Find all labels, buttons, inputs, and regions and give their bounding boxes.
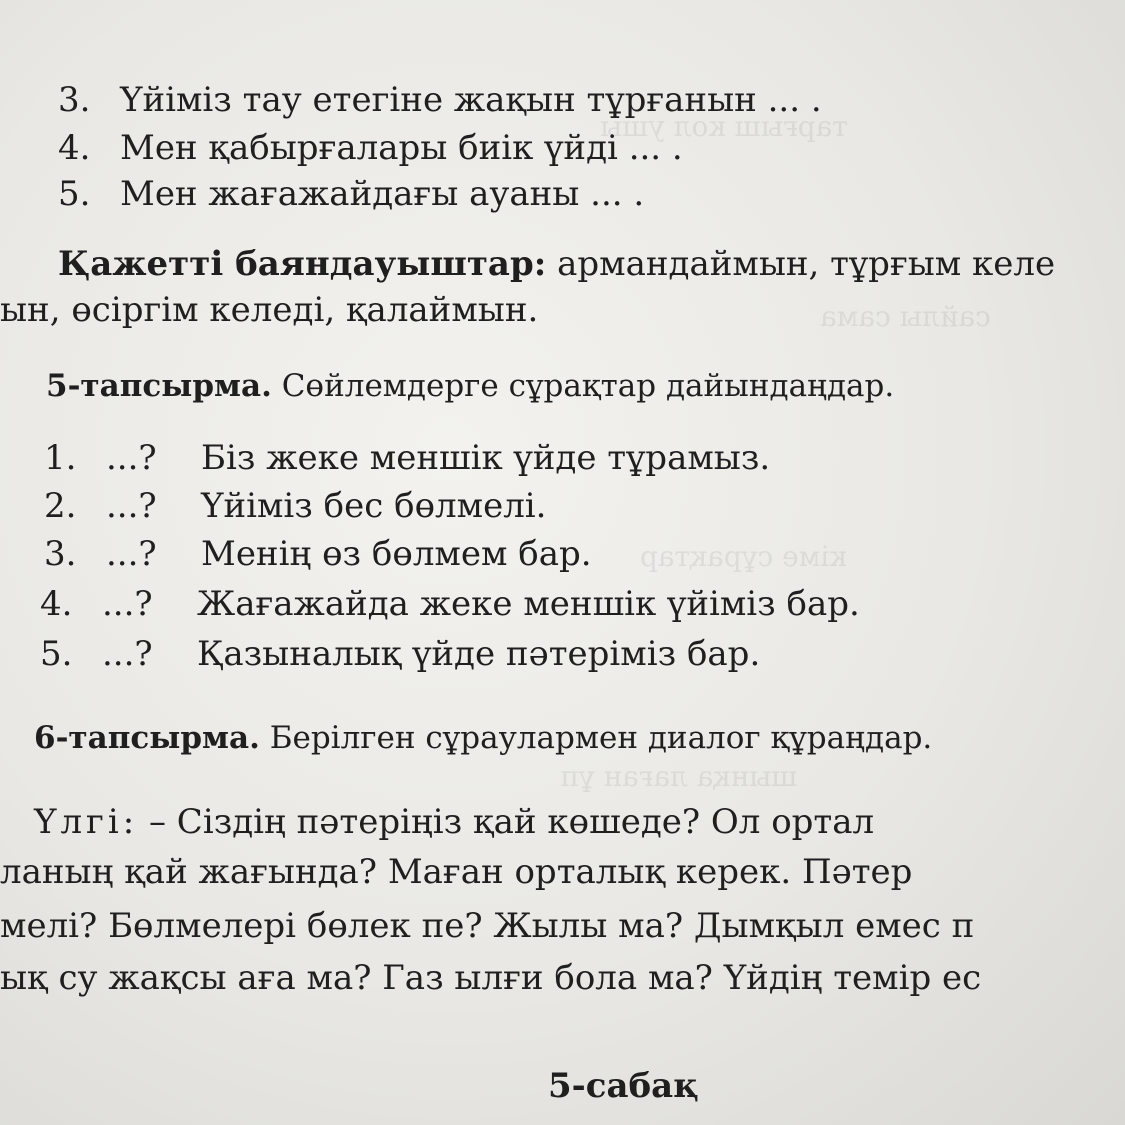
task5-item-number: 2. xyxy=(44,486,77,526)
task5-item xyxy=(44,486,546,526)
task5-label: 5-тапсырма. xyxy=(46,368,272,404)
task5-item-number: 3. xyxy=(44,534,77,574)
task5-item-blank: ...? xyxy=(102,584,153,624)
lesson-heading: 5-сабақ xyxy=(548,1066,699,1106)
sample-label: Үлгі: xyxy=(34,802,139,842)
list-item xyxy=(58,174,644,214)
task5-item-blank: ...? xyxy=(106,438,157,478)
task6-label: 6-тапсырма. xyxy=(34,720,260,756)
task5-item xyxy=(44,534,592,574)
sample-line xyxy=(0,958,981,998)
list-item xyxy=(58,128,683,168)
sample-line xyxy=(0,852,912,892)
sample-text: ық су жақсы аға ма? Газ ылғи бола ма? Үйдің темір ес xyxy=(0,958,982,998)
show-through-text: сайлы сама xyxy=(820,300,991,333)
sample-text: мелі? Бөлмелері бөлек пе? Жылы ма? Дымқыл емес п xyxy=(0,906,975,946)
task5-item-number: 5. xyxy=(40,634,73,674)
list-item-text: Үйіміз тау етегіне жақын тұрғанын ... . xyxy=(120,80,822,120)
task5-item-blank: ...? xyxy=(106,534,157,574)
list-item-text: Мен жағажайдағы ауаны ... . xyxy=(120,174,645,214)
sample-line xyxy=(0,906,974,946)
task5-item-text: Үйіміз бес бөлмелі. xyxy=(201,486,547,526)
task5-item-text: Менің өз бөлмем бар. xyxy=(201,534,592,574)
task5-item xyxy=(44,438,770,478)
task5-item-text: Жағажайда жеке меншік үйіміз бар. xyxy=(197,584,860,624)
show-through-text: тарғыш кол ушы xyxy=(600,110,848,143)
predicates-line xyxy=(58,244,1055,284)
sample-line xyxy=(34,802,874,842)
show-through-text: кіме сұрақтар xyxy=(640,540,847,573)
task5-item-blank: ...? xyxy=(106,486,157,526)
task5-heading xyxy=(46,366,894,406)
task5-item-number: 4. xyxy=(40,584,73,624)
task5-instruction: Сөйлемдерге сұрақтар дайындаңдар. xyxy=(271,368,895,404)
predicates-words-cont: ын, өсіргім келеді, қалаймын. xyxy=(0,290,539,330)
task5-item xyxy=(40,584,860,624)
predicates-line xyxy=(0,290,538,330)
sample-text: ланың қай жағында? Маған орталық керек. Пәтер xyxy=(0,852,913,892)
task6-instruction: Берілген сұраулармен диалог құраңдар. xyxy=(259,720,933,756)
list-item-text: Мен қабырғалары биік үйді ... . xyxy=(120,128,683,168)
show-through-text: шынқа лаған ұп xyxy=(560,760,798,793)
predicates-words: армандаймын, тұрғым келе xyxy=(546,244,1056,284)
task5-item-text: Қазыналық үйде пәтеріміз бар. xyxy=(197,634,761,674)
list-item-number: 3. xyxy=(58,80,91,120)
list-item-number: 4. xyxy=(58,128,91,168)
predicates-label: Қажетті баяндауыштар: xyxy=(58,244,547,284)
task5-item-text: Біз жеке меншік үйде тұрамыз. xyxy=(201,438,771,478)
list-item-number: 5. xyxy=(58,174,91,214)
task6-heading xyxy=(34,718,932,758)
list-item xyxy=(58,80,822,120)
task5-item-blank: ...? xyxy=(102,634,153,674)
sample-text: – Сіздің пәтеріңіз қай көшеде? Ол ортал xyxy=(138,802,875,842)
task5-item-number: 1. xyxy=(44,438,77,478)
task5-item xyxy=(40,634,760,674)
